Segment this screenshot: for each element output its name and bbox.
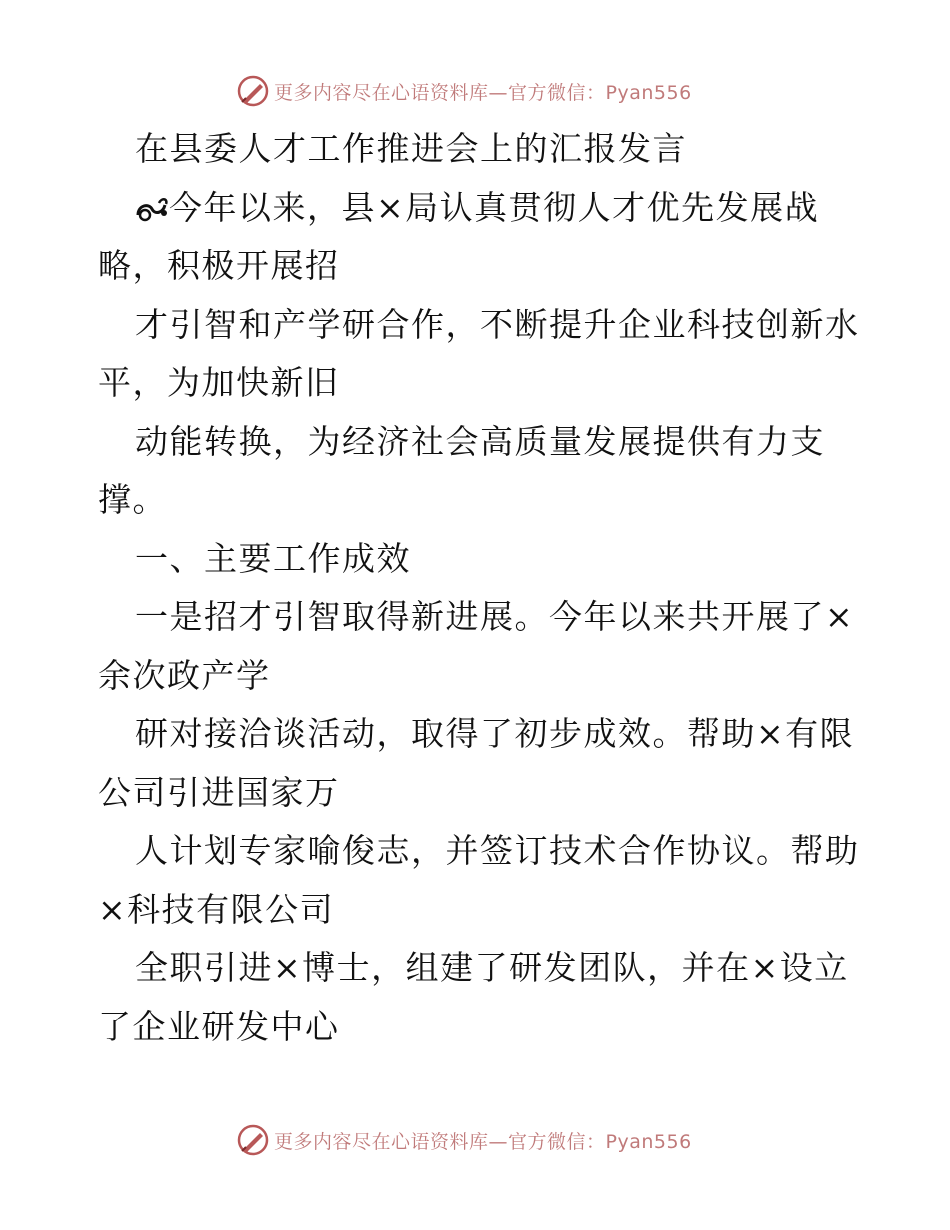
paragraph-line: 略，积极开展招	[98, 246, 340, 285]
document-body	[98, 120, 858, 1056]
header-watermark	[236, 74, 716, 108]
watermark-text: 更多内容尽在心语资料库—官方微信：Pyan556	[274, 1130, 692, 1153]
watermark-text: 更多内容尽在心语资料库—官方微信：Pyan556	[274, 81, 692, 104]
paragraph-line: 一是招才引智取得新进展。今年以来共开展了×	[135, 597, 855, 636]
paragraph-line: 全职引进×博士，组建了研发团队，并在×设立	[135, 948, 849, 987]
footer-watermark	[236, 1123, 716, 1157]
document-title: 在县委人才工作推进会上的汇报发言	[135, 129, 687, 168]
paragraph-line: 公司引进国家万	[98, 772, 340, 812]
paragraph-line: 才引智和产学研合作，不断提升企业科技创新水	[135, 304, 860, 344]
line-text: 今年以来，县×局认真贯彻人才优先发展战	[169, 187, 820, 227]
paragraph-line: 余次政产学	[98, 655, 271, 695]
paragraph-line: 研对接洽谈活动，取得了初步成效。帮助×有限	[135, 714, 855, 753]
paragraph-line: 动能转换，为经济社会高质量发展提供有力支	[135, 421, 825, 461]
section-heading: 一、主要工作成效	[135, 538, 411, 578]
paragraph-line: 了企业研发中心	[98, 1006, 340, 1046]
paragraph-line: ×科技有限公司	[98, 889, 335, 929]
paragraph-line: 平，为加快新旧	[98, 363, 340, 402]
paragraph-line: 撑。	[98, 480, 167, 519]
seal-pen-logo-icon	[236, 74, 270, 108]
flower-ornament-icon	[135, 193, 169, 223]
paragraph-line	[98, 179, 858, 238]
paragraph-line: 人计划专家喻俊志，并签订技术合作协议。帮助	[135, 831, 860, 870]
seal-pen-logo-icon	[236, 1123, 270, 1157]
